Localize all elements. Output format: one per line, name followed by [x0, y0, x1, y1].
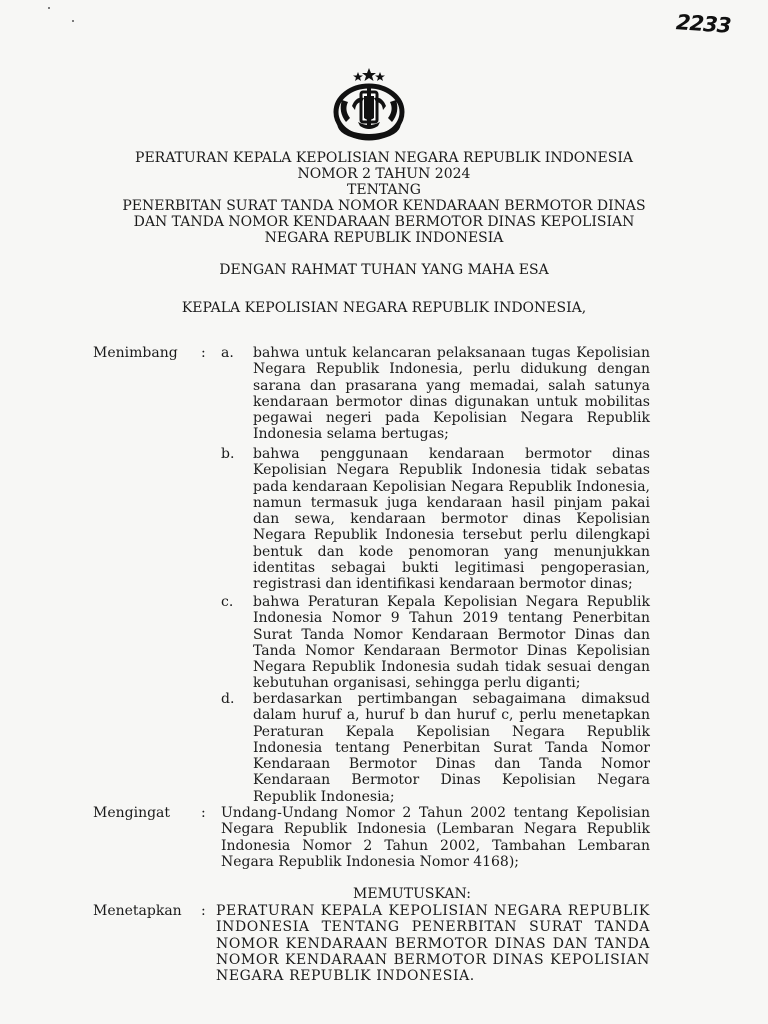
menimbang-label: Menimbang	[93, 345, 178, 361]
mengingat-text: Undang-Undang Nomor 2 Tahun 2002 tentang Kepolisian Negara Republik Indonesia (Lembaran Negara Republik Indonesia Nomor 2 Tahun 2002, Tambahan Lembaran Negara Republik Indonesia Nomor 4168);	[221, 805, 650, 870]
menimbang-letter-b: b.	[221, 446, 235, 462]
menimbang-letter-c: c.	[221, 594, 234, 610]
header-line-4: PENERBITAN SURAT TANDA NOMOR KENDARAAN BERMOTOR DINAS	[122, 198, 646, 214]
header-line-1: PERATURAN KEPALA KEPOLISIAN NEGARA REPUBLIK INDONESIA	[135, 150, 633, 166]
menimbang-colon: :	[201, 345, 206, 361]
handwritten-number: 2233	[675, 10, 732, 38]
menimbang-letter-a: a.	[221, 345, 234, 361]
scan-speck	[48, 7, 50, 9]
menetapkan-label: Menetapkan	[93, 903, 182, 919]
polri-emblem-icon	[328, 66, 410, 148]
rahmat-line: DENGAN RAHMAT TUHAN YANG MAHA ESA	[219, 262, 549, 278]
menimbang-letter-d: d.	[221, 691, 235, 707]
mengingat-label: Mengingat	[93, 805, 171, 821]
document-header	[0, 150, 768, 246]
kepala-line: KEPALA KEPOLISIAN NEGARA REPUBLIK INDONESIA,	[181, 300, 587, 316]
menimbang-item-a: bahwa untuk kelancaran pelaksanaan tugas Kepolisian Negara Republik Indonesia, perlu didukung dengan sarana dan prasarana yang memadai, salah satunya kendaraan bermotor dinas digunakan untuk mobilitas pegawai negeri pada Kepolisian Negara Republik Indonesia selama bertugas;	[253, 345, 650, 443]
memutuskan-heading	[0, 886, 768, 902]
menetapkan-text: PERATURAN KEPALA KEPOLISIAN NEGARA REPUBLIK INDONESIA TENTANG PENERBITAN SURAT TANDA NOMOR KENDARAAN BERMOTOR DINAS DAN TANDA NOMOR KENDARAAN BERMOTOR DINAS KEPOLISIAN NEGARA REPUBLIK INDONESIA.	[216, 903, 650, 985]
scan-speck	[72, 20, 74, 22]
header-line-2: NOMOR 2 TAHUN 2024	[297, 166, 471, 182]
memutuskan-text: MEMUTUSKAN:	[353, 886, 471, 902]
header-line-3: TENTANG	[347, 182, 421, 198]
header-line-5: DAN TANDA NOMOR KENDARAAN BERMOTOR DINAS KEPOLISIAN	[133, 214, 635, 230]
mengingat-colon: :	[201, 805, 206, 821]
menimbang-item-b: bahwa penggunaan kendaraan bermotor dinas Kepolisian Negara Republik Indonesia tidak sebatas pada kendaraan Kepolisian Negara Republik Indonesia, namun termasuk juga kendaraan hasil pinjam pakai dan sewa, kendaraan bermotor dinas Kepolisian Negara Republik Indonesia tersebut perlu dilengkapi bentuk dan kode penomoran yang menunjukkan identitas sebagai bukti legitimasi pengoperasian, registrasi dan identifikasi kendaraan bermotor dinas;	[253, 446, 650, 593]
menimbang-item-d: berdasarkan pertimbangan sebagaimana dimaksud dalam huruf a, huruf b dan huruf c, perlu menetapkan Peraturan Kepala Kepolisian Negara Republik Indonesia tentang Penerbitan Surat Tanda Nomor Kendaraan Bermotor Dinas dan Tanda Nomor Kendaraan Bermotor Dinas Kepolisian Negara Republik Indonesia;	[253, 691, 650, 805]
menetapkan-colon: :	[201, 903, 206, 919]
header-line-6: NEGARA REPUBLIK INDONESIA	[264, 230, 504, 246]
menimbang-item-c: bahwa Peraturan Kepala Kepolisian Negara Republik Indonesia Nomor 9 Tahun 2019 tentang Penerbitan Surat Tanda Nomor Kendaraan Bermotor Dinas dan Tanda Nomor Kendaraan Bermotor Dinas Kepolisian Negara Republik Indonesia sudah tidak sesuai dengan kebutuhan organisasi, sehingga perlu diganti;	[253, 594, 650, 692]
